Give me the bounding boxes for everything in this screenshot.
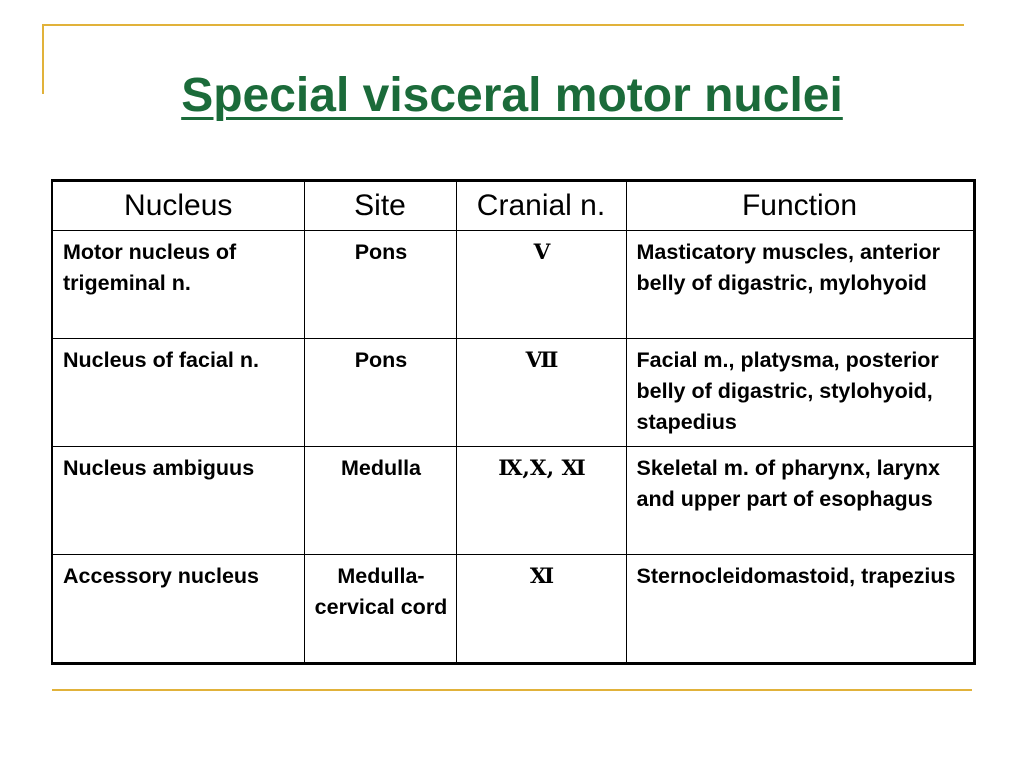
table-row <box>52 447 974 555</box>
cell-nucleus: Motor nucleus of trigeminal n. <box>52 231 304 339</box>
cell-nucleus: Nucleus of facial n. <box>52 339 304 447</box>
cell-cranial-nerve: V <box>456 231 626 339</box>
cell-function: Sternocleidomastoid, trapezius <box>626 555 974 664</box>
cell-function: Masticatory muscles, anterior belly of digastric, mylohyoid <box>626 231 974 339</box>
cell-nucleus: Nucleus ambiguus <box>52 447 304 555</box>
cell-site: Medulla <box>304 447 456 555</box>
nuclei-table <box>51 179 976 665</box>
cell-function: Skeletal m. of pharynx, larynx and upper part of esophagus <box>626 447 974 555</box>
cell-site: Pons <box>304 339 456 447</box>
header-site: Site <box>304 181 456 231</box>
table-row <box>52 231 974 339</box>
header-nucleus: Nucleus <box>52 181 304 231</box>
header-function: Function <box>626 181 974 231</box>
cell-cranial-nerve: Ⅺ <box>456 555 626 664</box>
top-accent-line <box>42 24 964 26</box>
cell-site: Pons <box>304 231 456 339</box>
cell-function: Facial m., platysma, posterior belly of digastric, stylohyoid, stapedius <box>626 339 974 447</box>
cell-nucleus: Accessory nucleus <box>52 555 304 664</box>
bottom-accent-line <box>52 689 972 691</box>
table-row <box>52 339 974 447</box>
table-header-row <box>52 181 974 231</box>
cell-cranial-nerve: Ⅶ <box>456 339 626 447</box>
cell-cranial-nerve: Ⅸ,Ⅹ, Ⅺ <box>456 447 626 555</box>
header-cranial-nerve: Cranial n. <box>456 181 626 231</box>
slide-title: Special visceral motor nuclei <box>181 69 843 122</box>
cell-site: Medulla-cervical cord <box>304 555 456 664</box>
table-row <box>52 555 974 664</box>
